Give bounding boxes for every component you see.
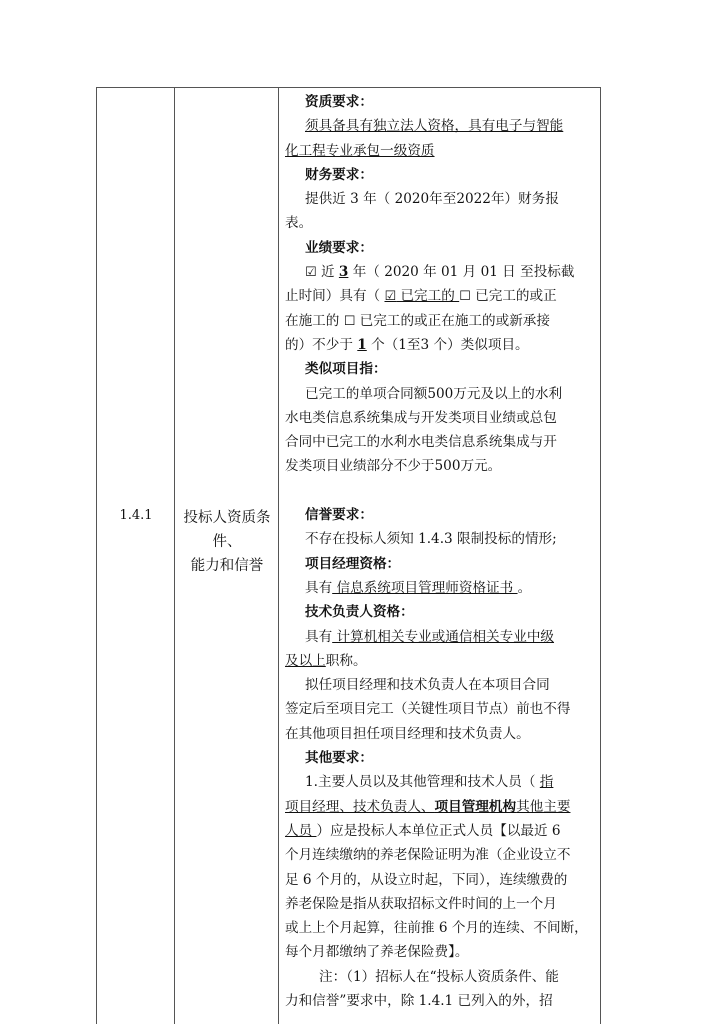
empty-box-icon: ☐ <box>459 289 471 305</box>
project-count-value: 1 <box>357 336 367 353</box>
note-text: 力和信誉”要求中，除 1.4.1 已列入的外，招 <box>285 992 553 1009</box>
financial-text: 表。 <box>285 215 313 232</box>
qualification-text: 须具备具有独立法人资格，具有电子与智能 <box>305 118 564 135</box>
checked-box-icon: ☑ <box>305 265 317 281</box>
row-title <box>175 506 279 578</box>
tech-lead-text: 具有 计算机相关专业或通信相关专业中级 <box>305 628 555 645</box>
other-requirements-text: 每个月都缴纳了养老保险费】。 <box>285 944 469 961</box>
qualification-heading: 资质要求： <box>305 94 373 110</box>
row-title-line: 能力和信誉 <box>190 558 264 574</box>
financial-heading: 财务要求： <box>305 166 373 183</box>
performance-line: 的）不少于 1 个（1至3 个）类似项目。 <box>285 336 529 353</box>
assignment-text: 在其他项目担任项目经理和技术负责人。 <box>285 725 530 742</box>
requirements-table <box>96 87 601 1024</box>
performance-heading: 业绩要求： <box>305 239 373 256</box>
performance-line: ☑ 近 3 年（ 2020 年 01 月 01 日 至投标截 <box>305 264 575 281</box>
other-requirements-text: 1.主要人员以及其他管理和技术人员（ 指 <box>305 774 554 791</box>
row-number: 1.4.1 <box>119 508 153 523</box>
row-title-line: 投标人资质条 <box>183 510 271 526</box>
other-requirements-text: 项目经理、技术负责人、项目管理机构其他主要 <box>285 798 571 815</box>
similar-projects-text: 合同中已完工的水利水电类信息系统集成与开 <box>285 434 557 451</box>
performance-line: 止时间）具有（ ☑ 已完工的 ☐ 已完工的或正 <box>285 288 557 305</box>
note-text: 注：（1）招标人在“投标人资质条件、能 <box>319 968 559 985</box>
similar-projects-text: 已完工的单项合同额500万元及以上的水利 <box>305 385 563 402</box>
similar-projects-text: 水电类信息系统集成与开发类项目业绩或总包 <box>285 409 557 426</box>
checked-box-icon: ☑ <box>384 289 397 305</box>
other-requirements-text: 足 6 个月的，从设立时起，下同），连续缴费的 <box>285 871 568 888</box>
financial-text: 提供近 3 年（ 2020年至2022年）财务报 <box>305 191 559 208</box>
other-requirements-text: 人员 ）应是投标人本单位正式人员【以最近 6 <box>285 822 561 839</box>
assignment-text: 签定后至项目完工（关键性项目节点）前也不得 <box>285 701 571 718</box>
tech-lead-text: 及以上职称。 <box>285 652 367 669</box>
empty-box-icon: ☐ <box>343 313 356 329</box>
reputation-heading: 信誉要求： <box>305 507 373 524</box>
reputation-text: 不存在投标人须知 1.4.3 限制投标的情形; <box>305 531 557 548</box>
assignment-text: 拟任项目经理和技术负责人在本项目合同 <box>305 677 550 694</box>
other-requirements-heading: 其他要求： <box>305 750 373 767</box>
project-manager-heading: 项目经理资格： <box>305 555 401 572</box>
performance-line: 在施工的 ☐ 已完工的或正在施工的或新承接 <box>285 312 550 329</box>
other-requirements-text: 养老保险是指从获取招标文件时间的上一个月 <box>285 895 557 912</box>
spacer <box>279 479 602 503</box>
requirements-content <box>279 90 602 1013</box>
years-value: 3 <box>338 264 349 281</box>
row-title-line: 件、 <box>212 534 242 550</box>
other-requirements-text: 个月连续缴纳的养老保险证明为准（企业设立不 <box>285 847 571 864</box>
other-requirements-text: 或上上个月起算，往前推 6 个月的连续、不间断， <box>285 920 588 937</box>
qualification-text: 化工程专业承包一级资质 <box>285 142 435 159</box>
project-manager-text: 具有 信息系统项目管理师资格证书 。 <box>305 579 532 596</box>
similar-projects-text: 发类项目业绩部分不少于500万元。 <box>285 458 502 475</box>
similar-projects-heading: 类似项目指： <box>305 361 387 378</box>
tech-lead-heading: 技术负责人资格： <box>305 604 414 621</box>
